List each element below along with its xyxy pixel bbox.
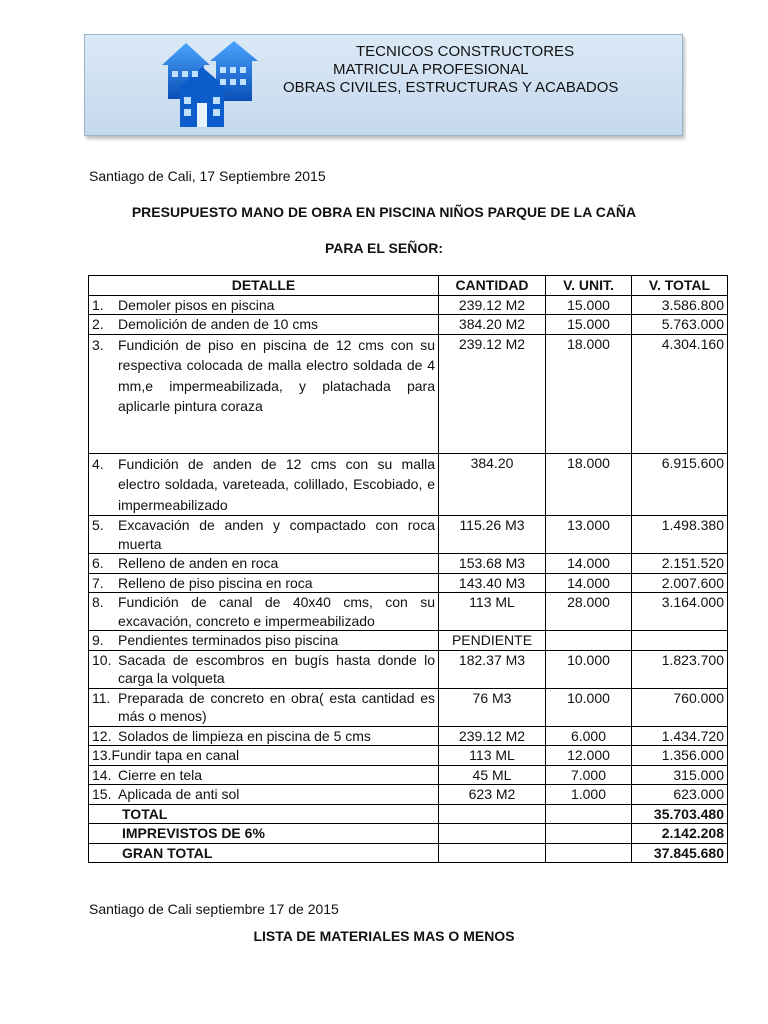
total-cell: 2.007.600 — [632, 573, 728, 593]
table-row — [89, 726, 728, 746]
table-row — [89, 631, 728, 651]
summary-label: TOTAL — [89, 804, 439, 824]
total-cell: 4.304.160 — [632, 334, 728, 453]
materials-title: LISTA DE MATERIALES MAS O MENOS — [253, 928, 515, 944]
item-detail: Cierre en tela — [118, 766, 203, 783]
quantity-cell: 153.68 M3 — [439, 554, 546, 574]
license-line: MATRICULA PROFESIONAL — [333, 61, 529, 78]
detail-cell — [89, 453, 439, 516]
item-number: 1. — [92, 296, 104, 313]
total-cell: 1.498.380 — [632, 516, 728, 554]
unit-price-cell: 7.000 — [546, 765, 632, 785]
total-cell: 6.915.600 — [632, 453, 728, 516]
table-header-row — [89, 276, 728, 296]
empty-cell — [439, 843, 546, 863]
summary-total: 35.703.480 — [632, 804, 728, 824]
quantity-cell: 623 M2 — [439, 785, 546, 805]
detail-cell — [89, 573, 439, 593]
item-detail: Excavación de anden y compactado con roca muerta — [118, 517, 435, 552]
total-cell: 1.823.700 — [632, 650, 728, 688]
quantity-cell: 113 ML — [439, 746, 546, 766]
total-cell: 3.164.000 — [632, 593, 728, 631]
table-row — [89, 765, 728, 785]
item-number: 9. — [92, 632, 104, 648]
summary-label: GRAN TOTAL — [89, 843, 439, 863]
item-detail: Fundición de piso en piscina de 12 cms con su respectiva colocada de malla electro soldada de 4 mm,e impermeabilizada, y platachada para aplicarle pintura coraza — [118, 336, 435, 414]
detail-cell — [89, 554, 439, 574]
unit-price-cell: 28.000 — [546, 593, 632, 631]
quantity-cell: 239.12 M2 — [439, 295, 546, 315]
total-cell: 2.151.520 — [632, 554, 728, 574]
item-detail: Fundición de canal de 40x40 cms, con su excavación, concreto e impermeabilizado — [118, 594, 435, 629]
services-line: OBRAS CIVILES, ESTRUCTURAS Y ACABADOS — [283, 79, 619, 96]
unit-price-cell: 15.000 — [546, 315, 632, 335]
quantity-cell: 384.20 M2 — [439, 315, 546, 335]
total-cell: 1.356.000 — [632, 746, 728, 766]
letterhead-banner — [84, 34, 683, 136]
unit-price-cell: 12.000 — [546, 746, 632, 766]
detail-cell — [89, 593, 439, 631]
item-detail: Pendientes terminados piso piscina — [118, 632, 339, 648]
item-number: 7. — [92, 574, 104, 591]
unit-price-cell: 13.000 — [546, 516, 632, 554]
item-number: 12. — [92, 727, 112, 744]
date-line: Santiago de Cali, 17 Septiembre 2015 — [89, 168, 326, 184]
item-number: 13. — [92, 747, 112, 763]
houses-logo-icon — [160, 39, 260, 127]
quantity-cell: 239.12 M2 — [439, 726, 546, 746]
table-row — [89, 554, 728, 574]
quantity-cell: 45 ML — [439, 765, 546, 785]
table-row — [89, 315, 728, 335]
unit-price-cell: 14.000 — [546, 573, 632, 593]
document-title: PRESUPUESTO MANO DE OBRA EN PISCINA NIÑOS PARQUE DE LA CAÑA — [131, 204, 637, 220]
budget-table — [88, 275, 728, 863]
summary-row — [89, 804, 728, 824]
detail-cell — [89, 295, 439, 315]
table-row — [89, 453, 728, 516]
total-cell: 5.763.000 — [632, 315, 728, 335]
detail-cell — [89, 631, 439, 651]
column-header: CANTIDAD — [439, 276, 546, 296]
unit-price-cell: 18.000 — [546, 334, 632, 453]
table-row — [89, 650, 728, 688]
detail-cell — [89, 334, 439, 453]
unit-price-cell: 14.000 — [546, 554, 632, 574]
total-cell: 3.586.800 — [632, 295, 728, 315]
item-detail: Aplicada de anti sol — [118, 786, 240, 802]
empty-cell — [546, 804, 632, 824]
unit-price-cell: 6.000 — [546, 726, 632, 746]
item-detail: Sacada de escombros en bugís hasta donde lo carga la volqueta — [118, 651, 435, 686]
item-number: 2. — [92, 316, 104, 332]
column-header: V. UNIT. — [546, 276, 632, 296]
table-row — [89, 688, 728, 726]
detail-cell — [89, 726, 439, 746]
detail-cell — [89, 785, 439, 805]
table-row — [89, 593, 728, 631]
item-detail: Fundir tapa en canal — [111, 747, 240, 763]
item-number: 11. — [92, 689, 111, 706]
item-detail: Fundición de anden de 12 cms con su malla electro soldada, vareteada, colillado, Escobiado, e impermeabilizado — [118, 455, 435, 513]
summary-total: 2.142.208 — [632, 824, 728, 844]
detail-cell — [89, 765, 439, 785]
item-detail: Solados de limpieza en piscina de 5 cms — [118, 727, 371, 744]
detail-cell — [89, 688, 439, 726]
item-detail: Preparada de concreto en obra( esta cantidad es más o menos) — [118, 689, 435, 724]
empty-cell — [546, 843, 632, 863]
item-number: 15. — [92, 786, 112, 802]
recipient-line: PARA EL SEÑOR: — [325, 240, 443, 256]
table-row — [89, 516, 728, 554]
table-row — [89, 573, 728, 593]
total-cell — [632, 631, 728, 651]
column-header: V. TOTAL — [632, 276, 728, 296]
quantity-cell: PENDIENTE — [439, 631, 546, 651]
summary-label: IMPREVISTOS DE 6% — [89, 824, 439, 844]
company-name: TECNICOS CONSTRUCTORES — [356, 43, 575, 60]
unit-price-cell: 10.000 — [546, 650, 632, 688]
total-cell: 760.000 — [632, 688, 728, 726]
unit-price-cell: 18.000 — [546, 453, 632, 516]
quantity-cell: 239.12 M2 — [439, 334, 546, 453]
summary-row — [89, 843, 728, 863]
quantity-cell: 113 ML — [439, 593, 546, 631]
item-number: 5. — [92, 517, 104, 533]
table-row — [89, 785, 728, 805]
unit-price-cell: 15.000 — [546, 295, 632, 315]
table-row — [89, 746, 728, 766]
item-detail: Demoler pisos en piscina — [118, 296, 275, 313]
total-cell: 315.000 — [632, 765, 728, 785]
total-cell: 623.000 — [632, 785, 728, 805]
empty-cell — [439, 824, 546, 844]
item-detail: Demolición de anden de 10 cms — [118, 316, 319, 332]
table-row — [89, 334, 728, 453]
item-number: 6. — [92, 555, 104, 571]
column-header: DETALLE — [89, 276, 439, 296]
quantity-cell: 115.26 M3 — [439, 516, 546, 554]
item-number: 14. — [92, 766, 112, 783]
detail-cell — [89, 650, 439, 688]
summary-total: 37.845.680 — [632, 843, 728, 863]
item-detail: Relleno de piso piscina en roca — [118, 574, 313, 591]
date-line-2: Santiago de Cali septiembre 17 de 2015 — [89, 901, 339, 917]
unit-price-cell: 1.000 — [546, 785, 632, 805]
empty-cell — [439, 804, 546, 824]
quantity-cell: 143.40 M3 — [439, 573, 546, 593]
summary-row — [89, 824, 728, 844]
item-number: 4. — [92, 455, 104, 472]
quantity-cell: 76 M3 — [439, 688, 546, 726]
detail-cell — [89, 516, 439, 554]
item-number: 3. — [92, 336, 104, 353]
table-row — [89, 295, 728, 315]
detail-cell — [89, 746, 439, 766]
unit-price-cell: 10.000 — [546, 688, 632, 726]
total-cell: 1.434.720 — [632, 726, 728, 746]
empty-cell — [546, 824, 632, 844]
detail-cell — [89, 315, 439, 335]
item-detail: Relleno de anden en roca — [118, 555, 279, 571]
item-number: 10. — [92, 651, 112, 668]
quantity-cell: 384.20 — [439, 453, 546, 516]
item-number: 8. — [92, 594, 104, 610]
unit-price-cell — [546, 631, 632, 651]
quantity-cell: 182.37 M3 — [439, 650, 546, 688]
